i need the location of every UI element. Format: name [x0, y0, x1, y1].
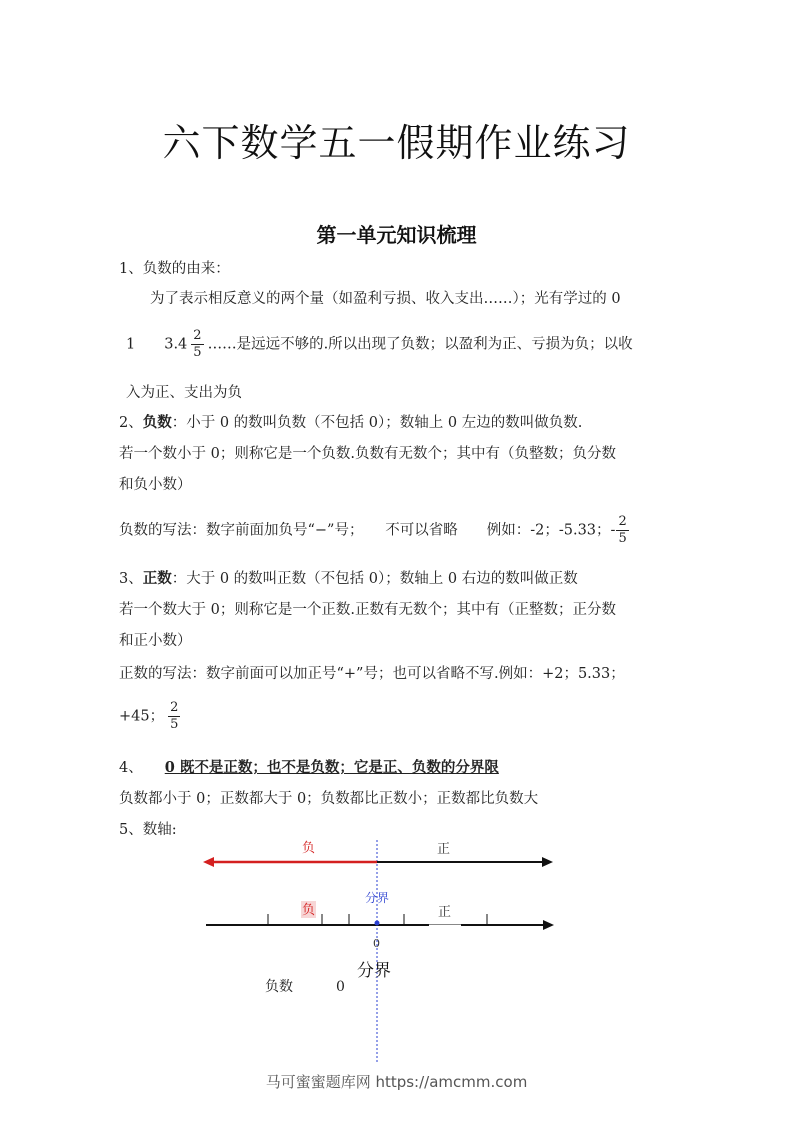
s3-line5: +45； $\frac{2}{5}$	[119, 700, 179, 732]
neg-top-label: 负	[302, 841, 316, 856]
s1-fraction: $\frac{2}{5}$	[193, 328, 202, 360]
negative-number-label: 负数	[265, 979, 293, 995]
s4-line1: 4、 0 既不是正数；也不是负数；它是正、负数的分界限	[119, 759, 499, 776]
section-title: 第一单元知识梳理	[316, 223, 477, 247]
zero-label: 0	[336, 979, 345, 995]
s1-line2-b: ……是远远不够的.所以出现了负数；以盈利为正、亏损为负；以收	[207, 336, 633, 353]
boundary-small-label: 分界	[365, 891, 390, 905]
s5-heading: 5、数轴:	[119, 822, 177, 838]
positive-arrow-head	[542, 857, 553, 867]
pos-top-label: 正	[437, 842, 451, 857]
s1-heading: 1、负数的由来：	[119, 261, 230, 277]
s2-label: 负数	[142, 414, 172, 431]
footer-watermark: 马可蜜蜜题库网 https://amcmm.com	[265, 1073, 528, 1091]
s2-line4: 负数的写法：数字前面加负号“−”号； 不可以省略 例如：-2；-5.33；- $\frac{2}{5}$	[119, 514, 627, 546]
s4-key-statement: 0 既不是正数；也不是负数；它是正、负数的分界限	[164, 759, 499, 776]
s4-line2: 负数都小于 0；正数都大于 0；负数都比正数小；正数都比负数大	[119, 791, 539, 807]
s3-line4: 正数的写法：数字前面可以加正号“+”号；也可以省略不写.例如：+2；5.33；	[119, 666, 625, 682]
negative-arrow-head	[203, 857, 214, 867]
s1-line3: 入为正、支出为负	[126, 385, 242, 401]
s2-line3: 和负小数）	[119, 477, 192, 493]
zero-point	[375, 921, 380, 926]
boundary-big-label: 分界	[357, 961, 391, 981]
s3-line2: 若一个数大于 0；则称它是一个正数.正数有无数个；其中有（正整数；正分数	[119, 602, 616, 618]
number-line-arrow-head	[543, 920, 554, 930]
page-title: 六下数学五一假期作业练习	[162, 121, 631, 165]
neg-mid-label: 负	[302, 903, 316, 918]
s3-label: 正数	[142, 570, 172, 587]
s1-line1: 为了表示相反意义的两个量（如盈利亏损、收入支出……）；光有学过的 0	[150, 291, 621, 307]
s2-fraction: $\frac{2}{5}$	[618, 514, 627, 546]
pos-mid-label: 正	[438, 905, 452, 920]
s3-line3: 和正小数）	[119, 633, 192, 649]
s1-line2-a: 1 3.4	[126, 336, 188, 353]
s3-line1: 3、正数：大于 0 的数叫正数（不包括 0）；数轴上 0 右边的数叫做正数	[119, 570, 578, 587]
s2-line2: 若一个数小于 0；则称它是一个负数.负数有无数个；其中有（负整数；负分数	[119, 446, 616, 462]
s2-line1: 2、负数：小于 0 的数叫负数（不包括 0）；数轴上 0 左边的数叫做负数.	[119, 414, 583, 431]
zero-mark-label: 0	[373, 937, 380, 950]
s3-fraction: $\frac{2}{5}$	[170, 700, 179, 732]
